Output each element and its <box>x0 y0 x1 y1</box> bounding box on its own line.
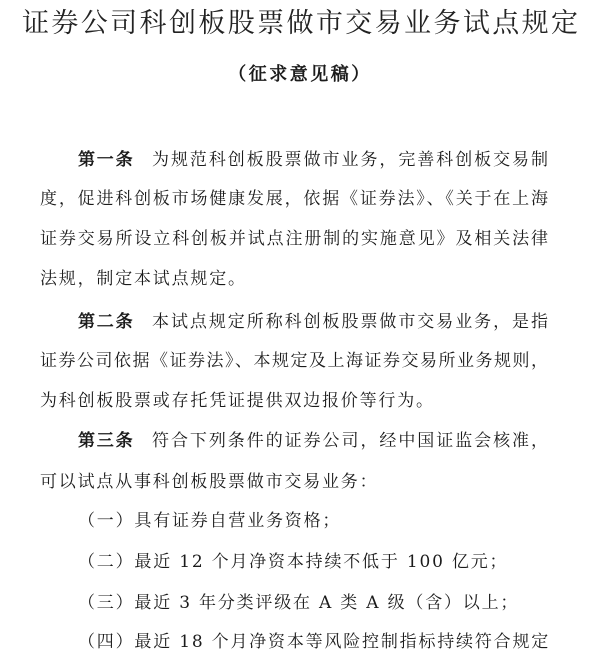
article-3-label: 第三条 <box>78 431 135 451</box>
article-2-line-1: 本试点规定所称科创板股票做市交易业务，是指 <box>152 312 548 332</box>
article-3-line-1: 符合下列条件的证券公司，经中国证监会核准， <box>152 431 548 451</box>
article-1-line-3: 证券交易所设立科创板并试点注册制的实施意见》及相关法律 <box>40 229 548 249</box>
article-1-line-2: 度，促进科创板市场健康发展，依据《证券法》、《关于在上海 <box>40 189 548 209</box>
article-2-line-3: 为科创板股票或存托凭证提供双边报价等行为。 <box>40 391 435 411</box>
article-3-item-1: （一）具有证券自营业务资格； <box>78 511 342 531</box>
document-title: 证券公司科创板股票做市交易业务试点规定 <box>22 8 578 39</box>
document-subtitle: （征求意见稿） <box>228 64 372 85</box>
article-1-line-4: 法规，制定本试点规定。 <box>40 269 247 289</box>
article-1-label: 第一条 <box>78 150 135 170</box>
article-1-line-1: 为规范科创板股票做市业务，完善科创板交易制 <box>152 150 548 170</box>
article-2-line-2: 证券公司依据《证券法》、本规定及上海证券交易所业务规则， <box>40 351 548 371</box>
article-3-item-4: （四）最近 18 个月净资本等风险控制指标持续符合规定 <box>78 632 551 652</box>
article-3-item-3: （三）最近 3 年分类评级在 A 类 A 级（含）以上； <box>78 593 520 613</box>
article-2-label: 第二条 <box>78 312 135 332</box>
article-3-line-2: 可以试点从事科创板股票做市交易业务： <box>40 472 379 492</box>
article-3-item-2: （二）最近 12 个月净资本持续不低于 100 亿元； <box>78 552 509 572</box>
